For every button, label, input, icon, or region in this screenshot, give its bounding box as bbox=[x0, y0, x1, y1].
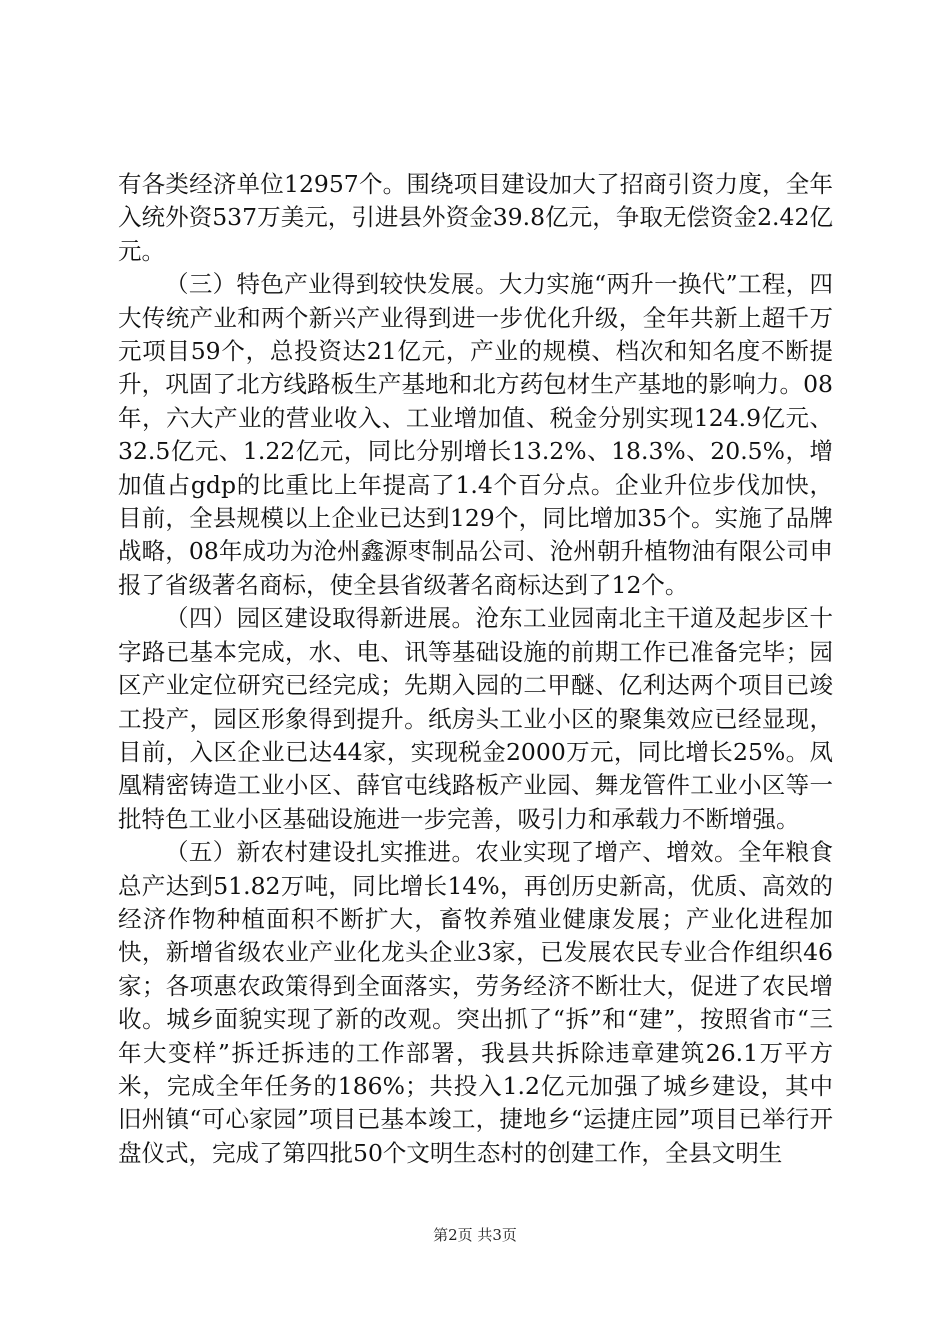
paragraph-continuation: 有各类经济单位12957个。围绕项目建设加大了招商引资力度，全年入统外资537万美元，引进县外资金39.8亿元，争取无偿资金2.42亿元。 bbox=[118, 170, 833, 265]
paragraph-section-5: （五）新农村建设扎实推进。农业实现了增产、增效。全年粮食总产达到51.82万吨，同比增长14%，再创历史新高，优质、高效的经济作物种植面积不断扩大，畜牧养殖业健康发展；产业化进程加快，新增省级农业产业化龙头企业3家，已发展农民专业合作组织46家；各项惠农政策得到全面落实，劳务经济不断壮大，促进了农民增收。城乡面貌实现了新的改观。突出抓了“拆”和“建”，按照省市“三年大变样”拆迁拆违的工作部署，我县共拆除违章建筑26.1万平方米，完成全年任务的186%；共投入1.2亿元加强了城乡建设，其中旧州镇“可心家园”项目已基本竣工，捷地乡“运捷庄园”项目已举行开盘仪式，完成了第四批50个文明生态村的创建工作，全县文明生 bbox=[118, 838, 833, 1167]
paragraph-section-4: （四）园区建设取得新进展。沧东工业园南北主干道及起步区十字路已基本完成，水、电、讯等基础设施的前期工作已准备完毕；园区产业定位研究已经完成；先期入园的二甲醚、亿利达两个项目已竣工投产，园区形象得到提升。纸房头工业小区的聚集效应已经显现，目前，入区企业已达44家，实现税金2000万元，同比增长25%。凤凰精密铸造工业小区、薛官屯线路板产业园、舞龙管件工业小区等一批特色工业小区基础设施进一步完善，吸引力和承载力不断增强。 bbox=[118, 604, 833, 833]
page-number-label: 第2页 共3页 bbox=[433, 1226, 517, 1244]
document-body bbox=[118, 168, 833, 1170]
paragraph-section-3: （三）特色产业得到较快发展。大力实施“两升一换代”工程，四大传统产业和两个新兴产业得到进一步优化升级，全年共新上超千万元项目59个，总投资达21亿元，产业的规模、档次和知名度不断提升，巩固了北方线路板生产基地和北方药包材生产基地的影响力。08年，六大产业的营业收入、工业增加值、税金分别实现124.9亿元、32.5亿元、1.22亿元，同比分别增长13.2%、18.3%、20.5%，增加值占gdp的比重比上年提高了1.4个百分点。企业升位步伐加快，目前，全县规模以上企业已达到129个，同比增加35个。实施了品牌战略，08年成功为沧州鑫源枣制品公司、沧州朝升植物油有限公司申报了省级著名商标，使全县省级著名商标达到了12个。 bbox=[118, 270, 833, 599]
page-footer bbox=[0, 1225, 950, 1245]
